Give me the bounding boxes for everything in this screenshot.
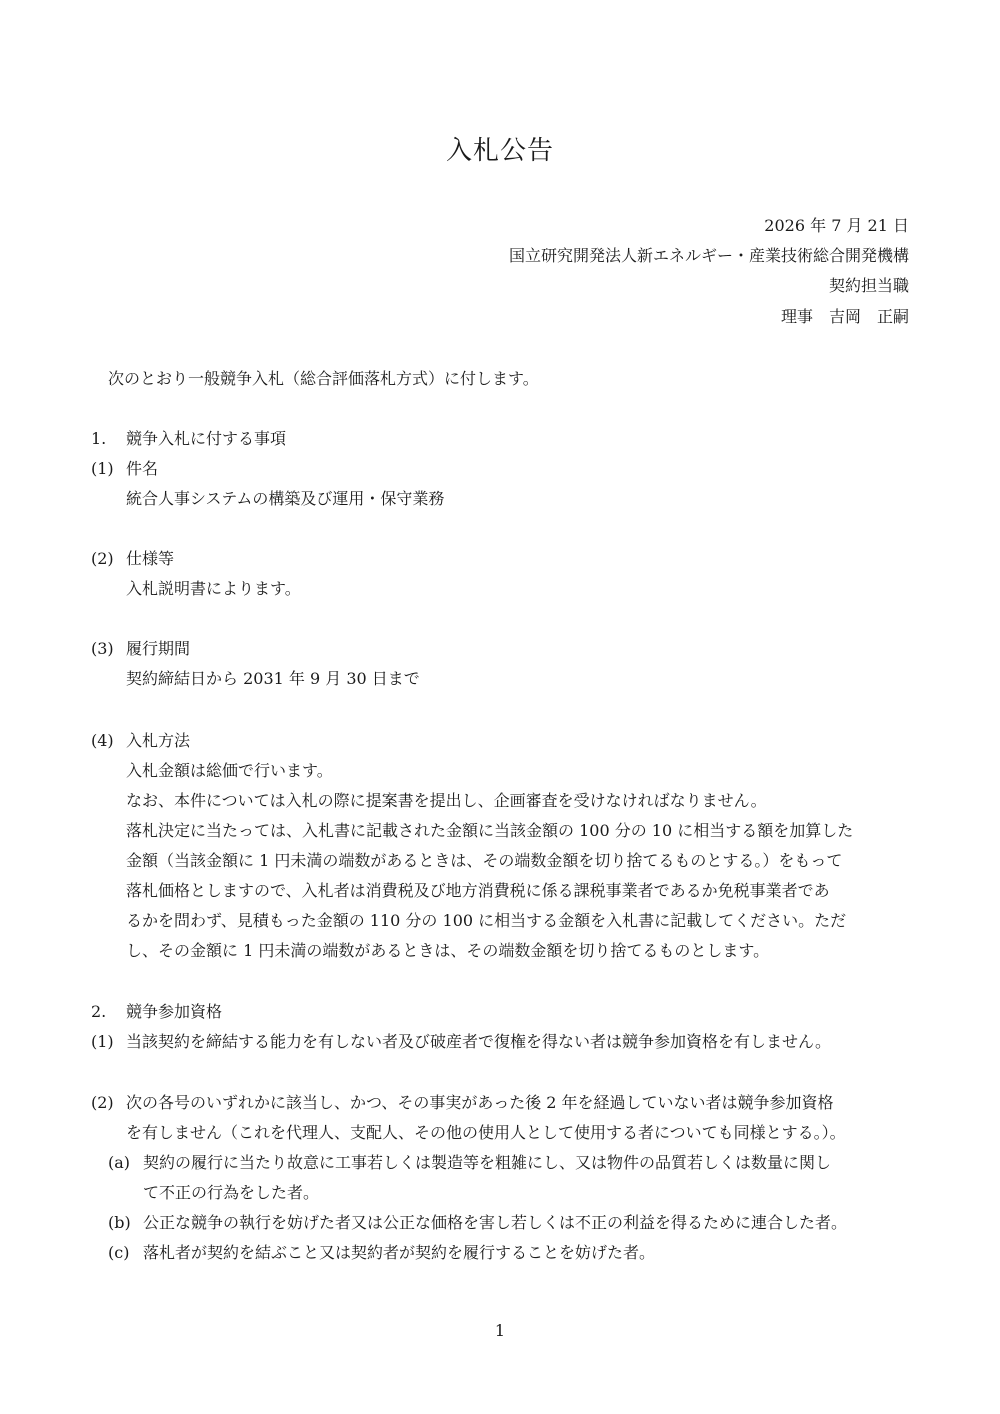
- item-2-1-label: (1): [91, 1032, 114, 1051]
- subitem-b-label: (b): [108, 1213, 131, 1232]
- issue-date: 2026 年 7 月 21 日: [764, 216, 909, 235]
- subitem-a-line-1: 契約の履行に当たり故意に工事若しくは製造等を粗雑にし、又は物件の品質若しくは数量に関し: [143, 1153, 832, 1172]
- item-1-4-line-1: 入札金額は総価で行います。: [126, 761, 333, 780]
- item-1-1-title: 件名: [126, 459, 159, 478]
- organization-name: 国立研究開発法人新エネルギー・産業技術総合開発機構: [508, 246, 909, 265]
- item-1-4-label: (4): [91, 731, 114, 750]
- page-title: 入札公告: [445, 136, 554, 166]
- item-1-4-title: 入札方法: [126, 731, 191, 750]
- item-1-4-line-7: し、その金額に 1 円未満の端数があるときは、その端数金額を切り捨てるものとします。: [126, 941, 770, 960]
- item-1-4-line-2: なお、本件については入札の際に提案書を提出し、企画審査を受けなければなりません。: [126, 791, 767, 810]
- item-1-1-text: 統合人事システムの構築及び運用・保守業務: [126, 489, 445, 508]
- section-1-number: 1.: [91, 429, 107, 448]
- item-2-1-text: 当該契約を締結する能力を有しない者及び破産者で復権を得ない者は競争参加資格を有しません。: [126, 1032, 831, 1051]
- item-1-3-text: 契約締結日から 2031 年 9 月 30 日まで: [126, 669, 420, 688]
- intro-text: 次のとおり一般競争入札（総合評価落札方式）に付します。: [108, 369, 539, 388]
- subitem-c-line-1: 落札者が契約を結ぶこと又は契約者が契約を履行することを妨げた者。: [143, 1243, 656, 1262]
- item-2-2-label: (2): [91, 1093, 114, 1112]
- official-position: 契約担当職: [828, 276, 909, 295]
- item-1-4-line-5: 落札価格としますので、入札者は消費税及び地方消費税に係る課税事業者であるか免税事業者であ: [126, 881, 830, 900]
- subitem-a-line-2: て不正の行為をした者。: [143, 1183, 320, 1202]
- item-2-2-line-1: 次の各号のいずれかに該当し、かつ、その事実があった後 2 年を経過していない者は競争参加資格: [126, 1093, 834, 1112]
- section-1-heading: 競争入札に付する事項: [126, 429, 287, 448]
- item-1-2-label: (2): [91, 549, 114, 568]
- item-1-2-text: 入札説明書によります。: [126, 579, 301, 598]
- item-1-4-line-3: 落札決定に当たっては、入札書に記載された金額に当該金額の 100 分の 10 に相当する額を加算した: [126, 821, 854, 840]
- item-2-2-line-2: を有しません（これを代理人、支配人、その他の使用人として使用する者についても同様とする。）。: [126, 1123, 846, 1142]
- subitem-a-label: (a): [108, 1153, 131, 1172]
- section-2-number: 2.: [91, 1002, 107, 1021]
- subitem-b-line-1: 公正な競争の執行を妨げた者又は公正な価格を害し若しくは不正の利益を得るために連合した者。: [143, 1213, 848, 1232]
- item-1-4-line-6: るかを問わず、見積もった金額の 110 分の 100 に相当する金額を入札書に記載してください。ただ: [126, 911, 847, 930]
- item-1-4-line-4: 金額（当該金額に 1 円未満の端数があるときは、その端数金額を切り捨てるものとする。）をもって: [126, 851, 843, 870]
- item-1-1-label: (1): [91, 459, 114, 478]
- item-1-2-title: 仕様等: [126, 549, 175, 568]
- section-2-heading: 競争参加資格: [126, 1002, 223, 1021]
- item-1-3-label: (3): [91, 639, 114, 658]
- signer-name: 理事 吉岡 正嗣: [780, 307, 909, 326]
- page-number: 1: [494, 1321, 506, 1340]
- item-1-3-title: 履行期間: [126, 639, 191, 658]
- subitem-c-label: (c): [108, 1243, 130, 1262]
